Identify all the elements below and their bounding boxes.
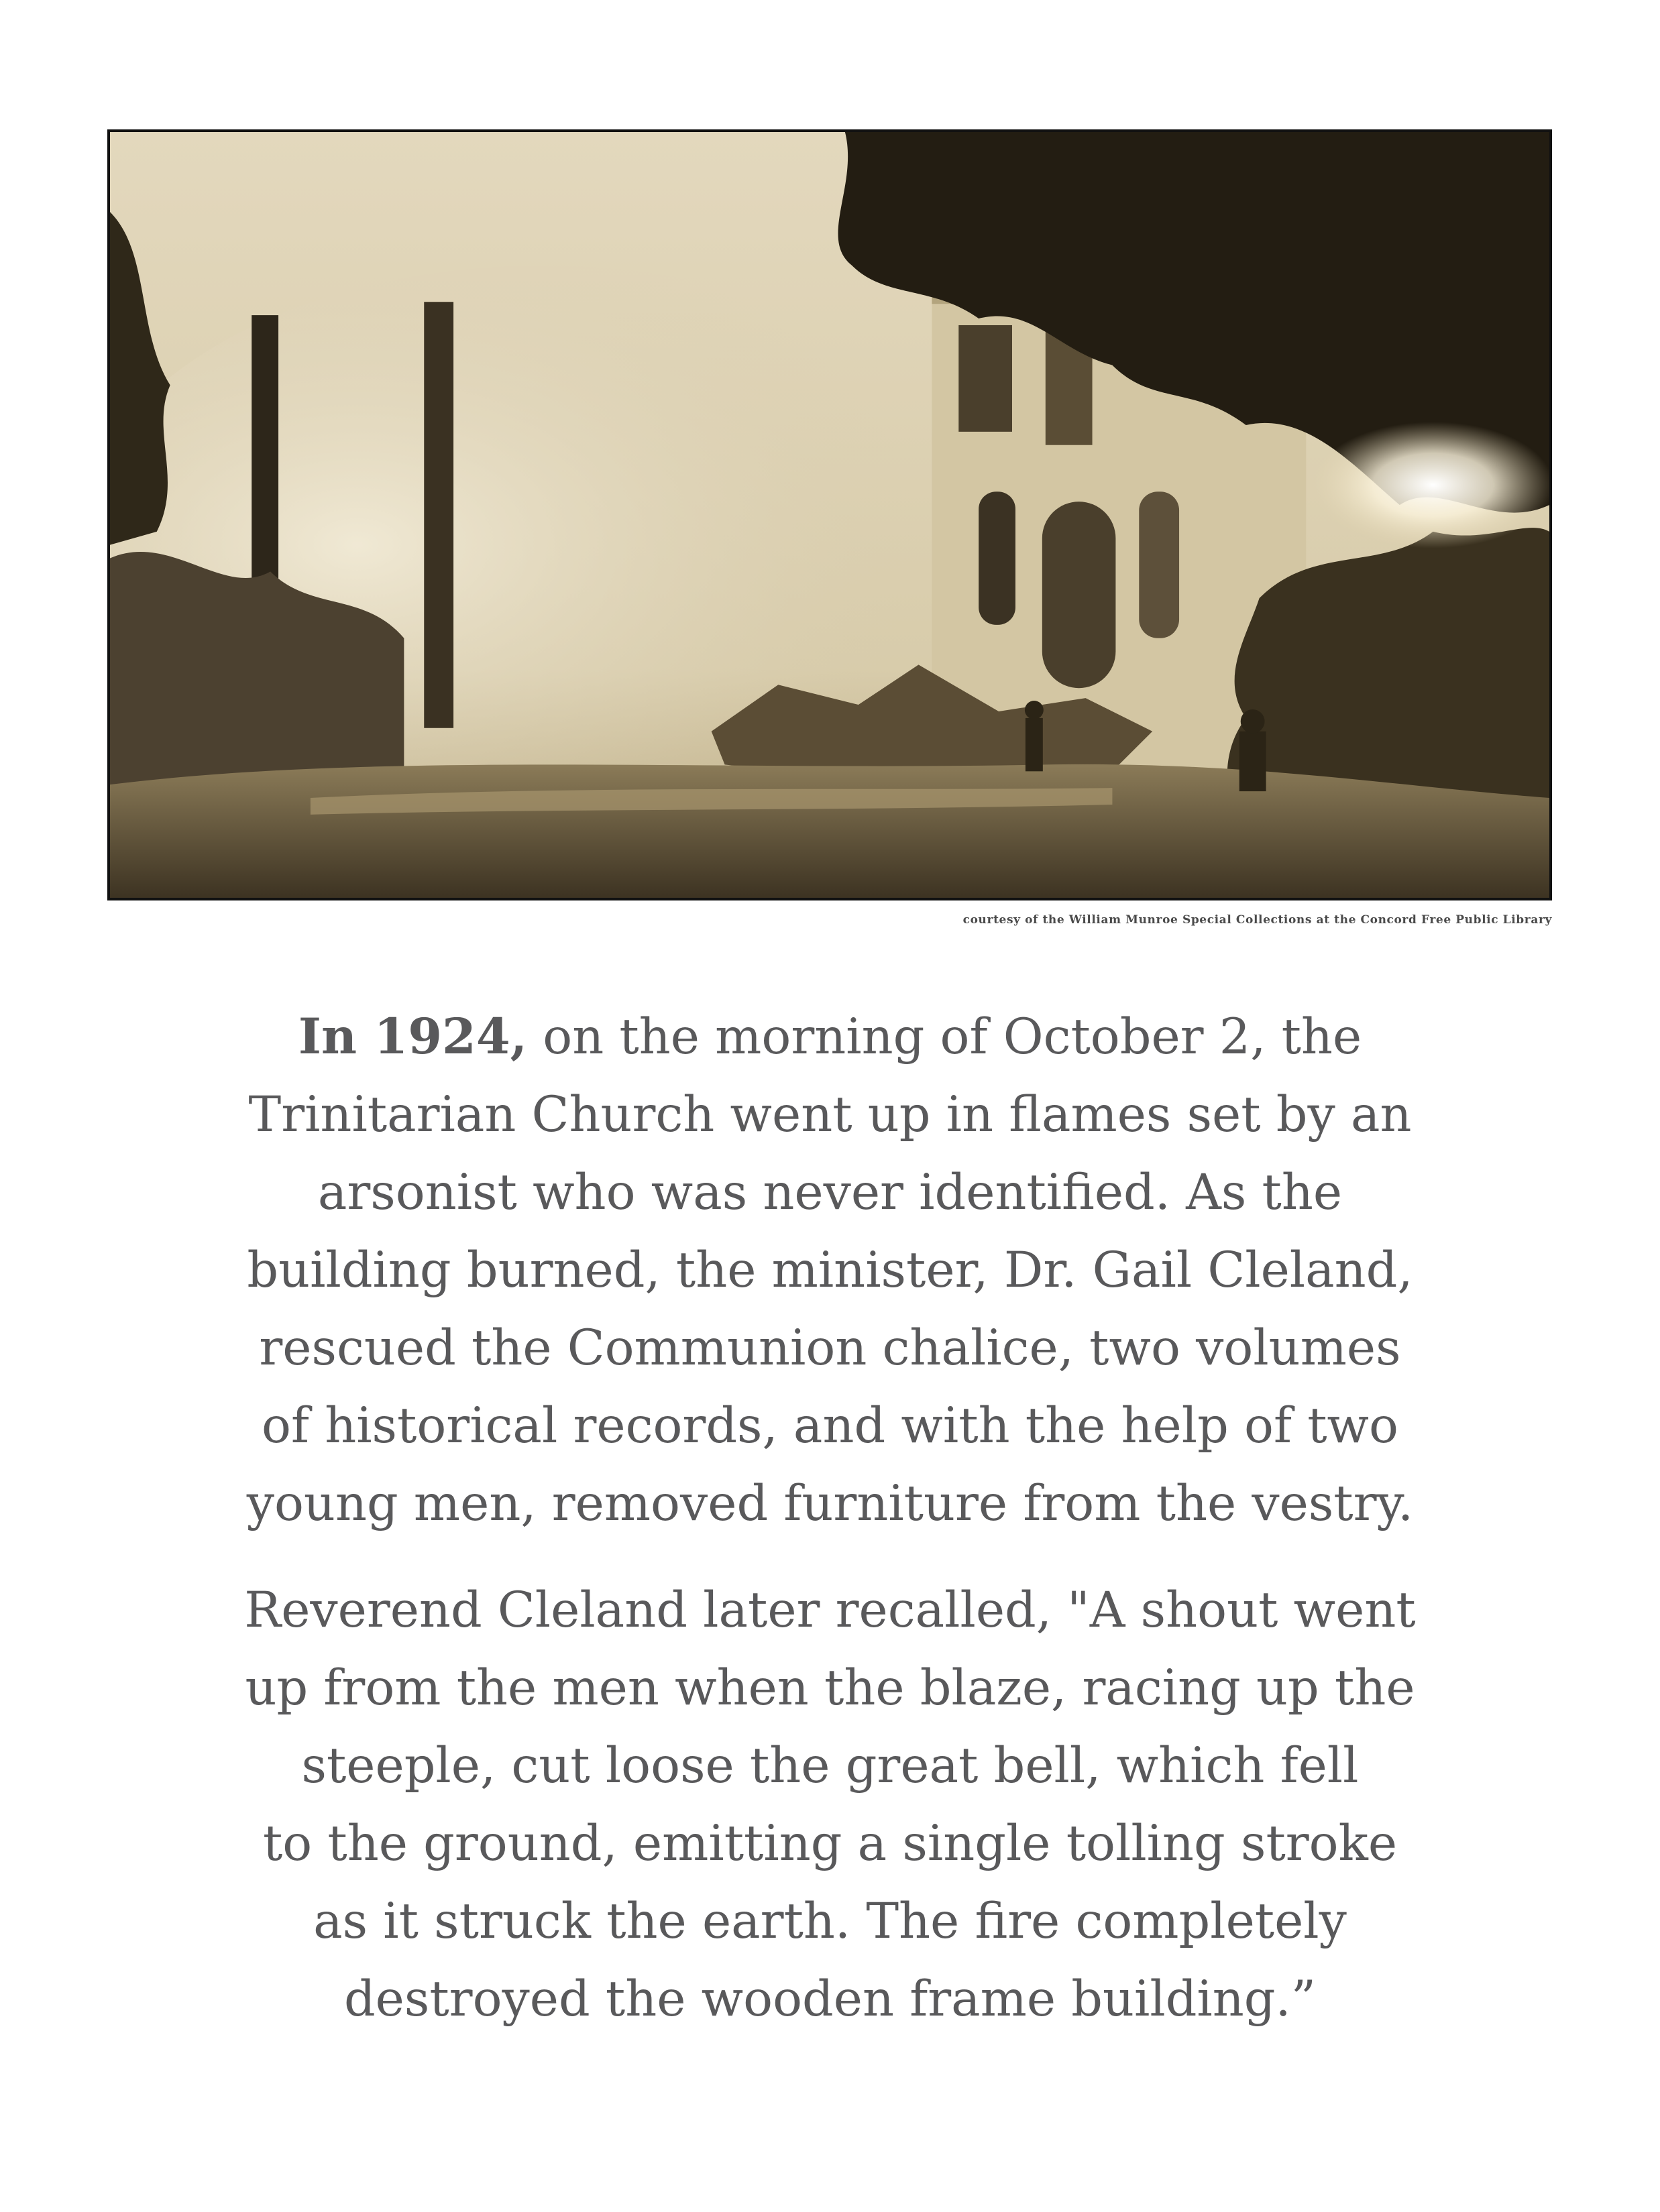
story-line: arsonist who was never identified. As the bbox=[317, 1164, 1343, 1221]
lead-year: In 1924, bbox=[298, 1008, 528, 1065]
story-line: Reverend Cleland later recalled, "A shout went bbox=[244, 1582, 1416, 1639]
story-paragraph-1 bbox=[80, 998, 1580, 1543]
photo-credit: courtesy of the William Munroe Special Collections at the Concord Free Public Library bbox=[962, 913, 1552, 927]
story-line: young men, removed furniture from the vestry. bbox=[246, 1475, 1414, 1532]
story-line: steeple, cut loose the great bell, which fell bbox=[301, 1737, 1359, 1794]
story-line: as it struck the earth. The fire completely bbox=[313, 1893, 1347, 1950]
burning-church-image bbox=[110, 132, 1549, 898]
story-line: to the ground, emitting a single tolling stroke bbox=[262, 1815, 1398, 1872]
story-line: Trinitarian Church went up in flames set by an bbox=[248, 1086, 1412, 1143]
story-line: destroyed the wooden frame building.” bbox=[343, 1971, 1317, 2028]
story-paragraph-2 bbox=[80, 1572, 1580, 2038]
story-line: rescued the Communion chalice, two volumes bbox=[259, 1320, 1401, 1377]
story-line: building burned, the minister, Dr. Gail Cleland, bbox=[247, 1242, 1413, 1299]
historical-photo bbox=[107, 129, 1552, 900]
story-line: up from the men when the blaze, racing up the bbox=[245, 1660, 1415, 1716]
story-line: In 1924, on the morning of October 2, the bbox=[298, 1008, 1362, 1065]
story-line: of historical records, and with the help of two bbox=[262, 1397, 1398, 1454]
